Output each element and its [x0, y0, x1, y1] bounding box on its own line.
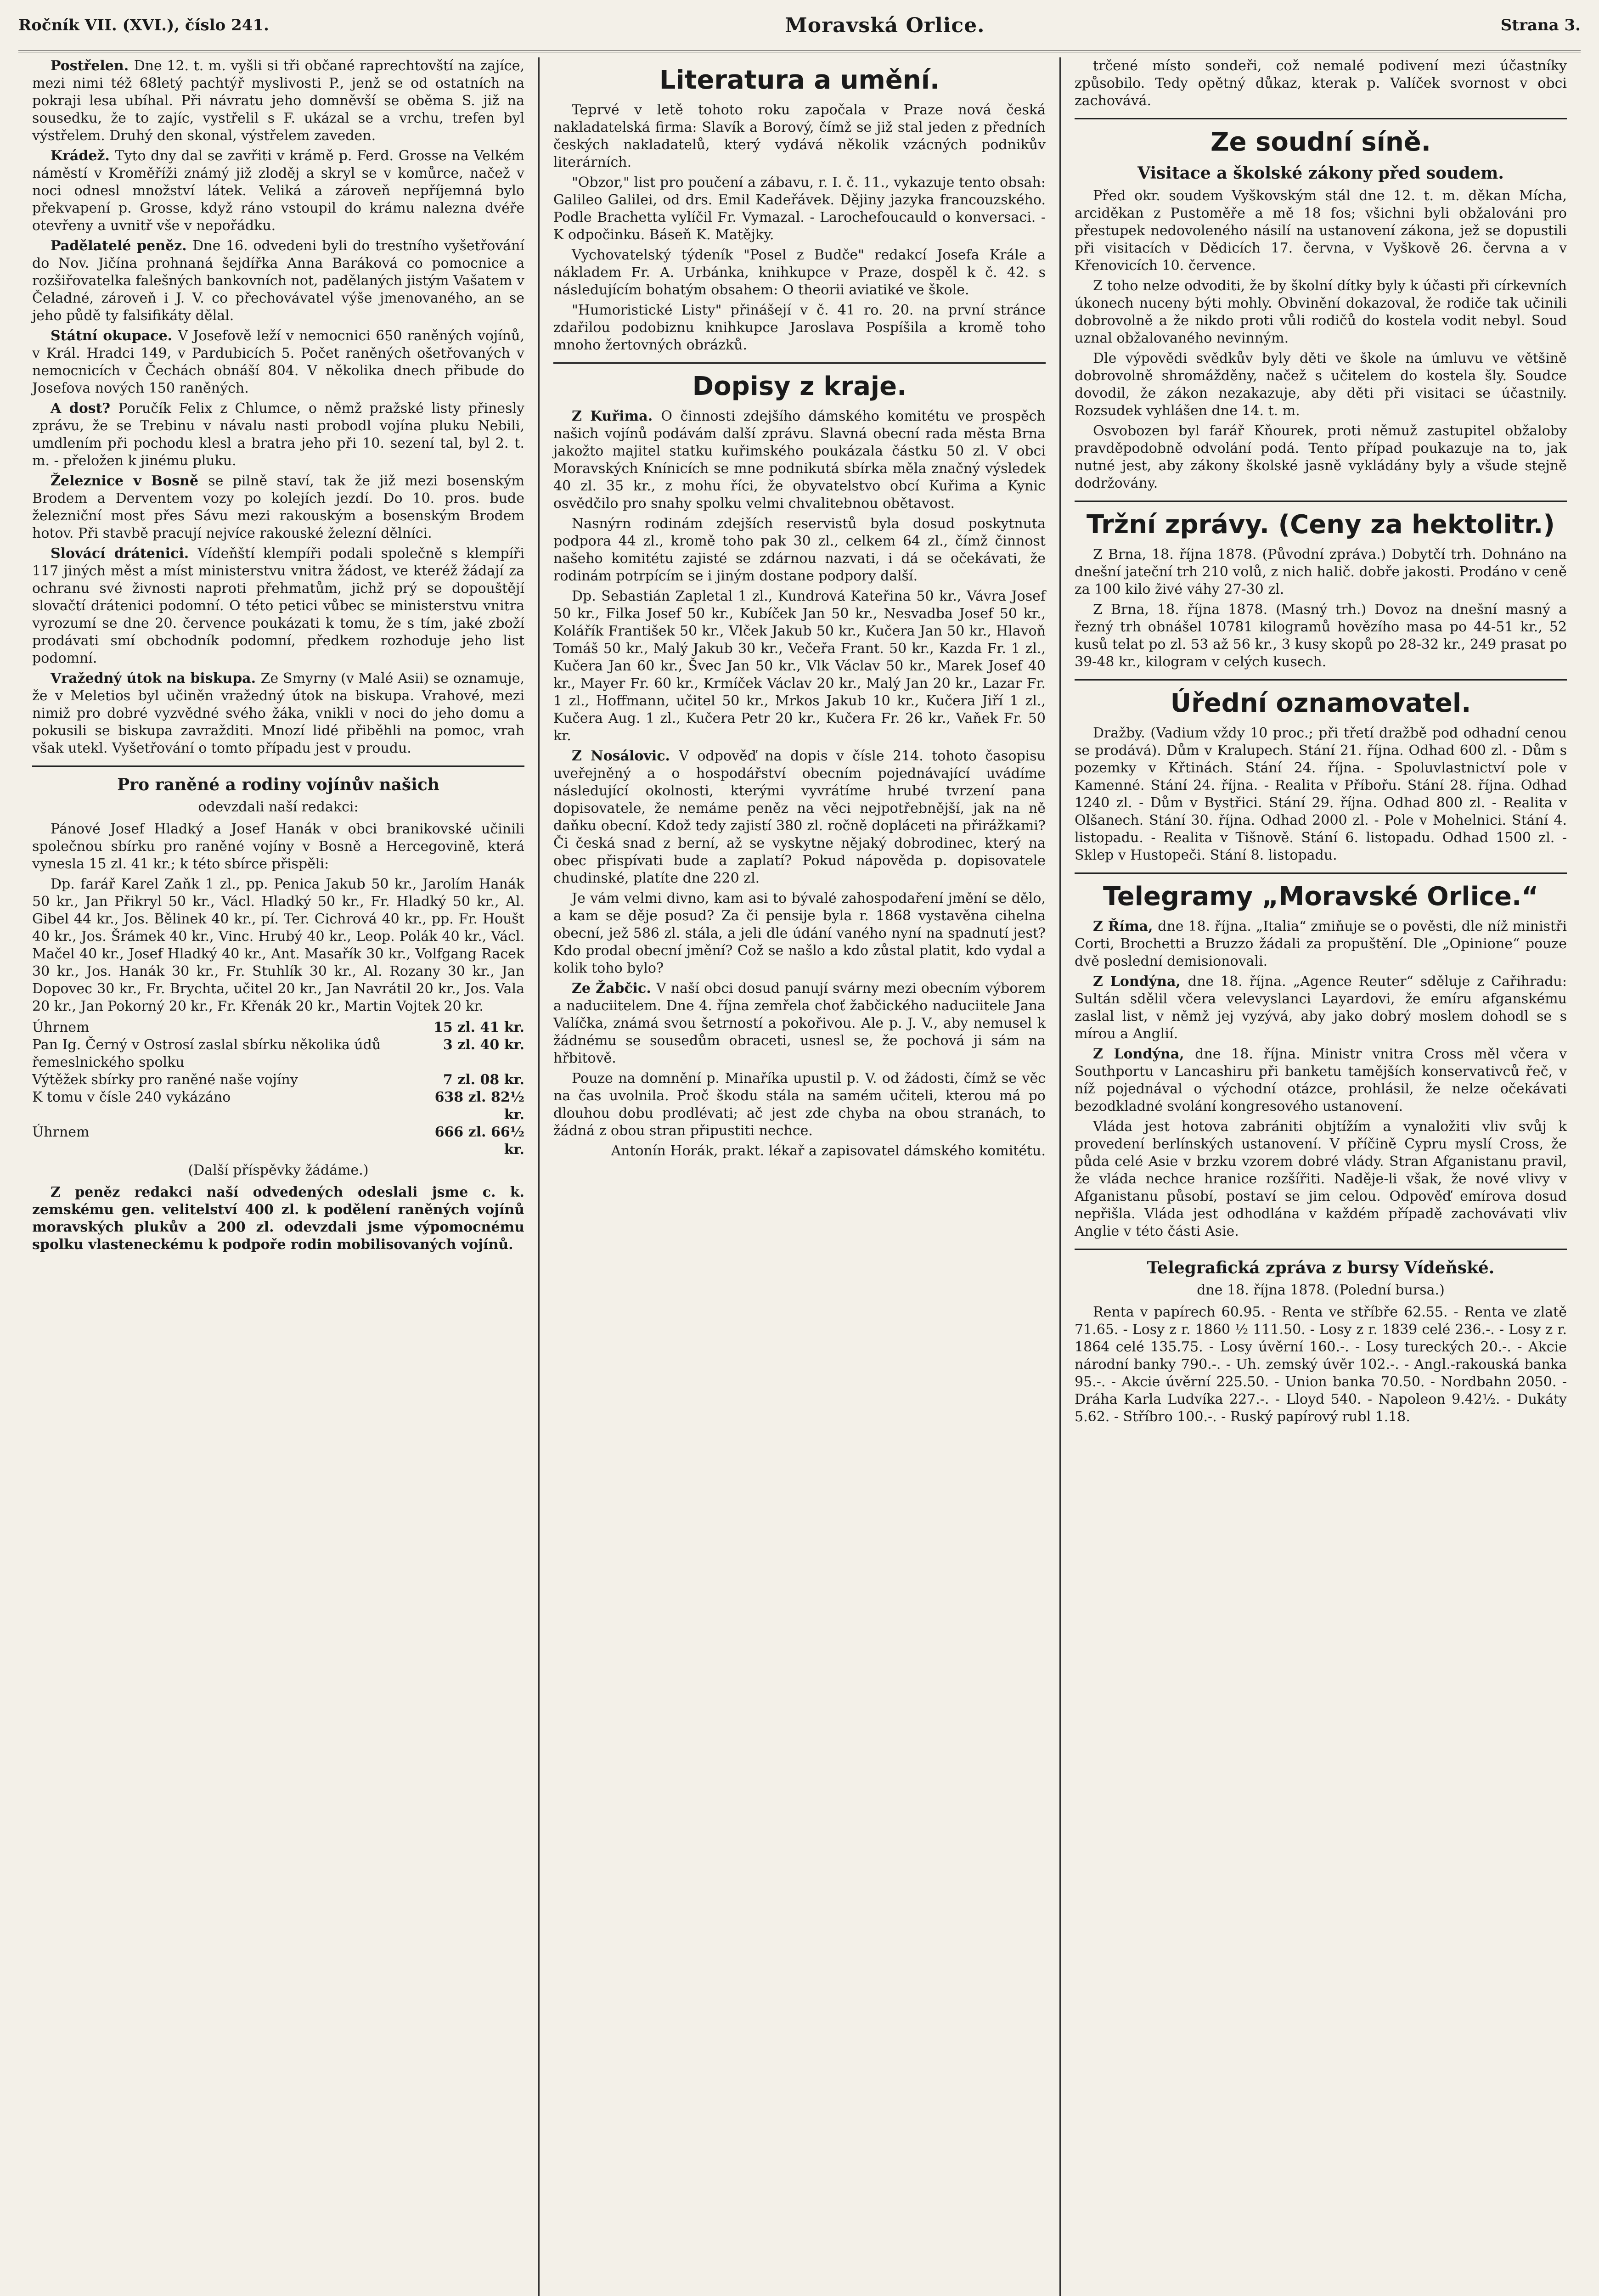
total-value: 3 zl. 40 kr. — [443, 1037, 524, 1053]
article-paragraph — [553, 515, 1046, 585]
article-paragraph — [32, 400, 524, 470]
local-news — [32, 57, 524, 757]
article-paragraph: Z Brna, 18. října 1878. (Masný trh.) Dovoz na dnešní masný a řezný trh obnášel 10781 kilogramů hovězího masa po 44-51 kr., 52 kusů telat po zl. 53 až 56 kr., 3 kusy skopů po 28-32 kr., 249 prasat po 39-48 kr., kilogram v celých kusech. — [1075, 602, 1567, 670]
article-text: Pouze na domnění p. Minaříka upustil p. V. od žádosti, čímž se věc na čas uvolnila. Proč škodu stála na samém učiteli, kterou má po dlouhou dobu prodlévati; ač jest zde chyba na obou stranách, to žádná z obou stran připustiti nechce. — [553, 1070, 1046, 1139]
article-paragraph: Z toho nelze odvoditi, že by školní dítky byly k účasti při církevních úkonech nuceny býti mohly. Obvinění dokazoval, že rodiče tak učinili dobrovolně a že nikdo proti vůli rodičů do kostela vodit nebyl. Soud uznal obžalovaného nevinným. — [1075, 278, 1567, 346]
article-paragraph — [553, 408, 1046, 512]
court-subtitle: Visitace a školské zákony před soudem. — [1137, 163, 1504, 183]
column-2 — [540, 57, 1061, 2296]
article-paragraph: Před okr. soudem Vyškovským stál dne 12. t. m. děkan Mícha, arciděkan z Pustoměře a mě 18 fos; všichni byli obžalováni pro přestupek nedovoleného násilí na ustanovení zákona, jež se dopustili při visitacích v Dědicích 17. června, v Vyškově 26. června a v Křenovicích 10. července. — [1075, 188, 1567, 274]
total-row — [32, 1124, 524, 1159]
article-text: V naší obci dosud panují svárny mezi obecním výborem a naduciitelem. Dne 4. října zemřela choť žabčického naduciitele Jana Valíčka, známá svou šetrností a pokořivou. Ale p. J. V., aby nemusel k žádnému se sousedům obraceti, usnesl se, že pochová ji sám na hřbitově. — [553, 980, 1046, 1066]
divider — [1075, 872, 1567, 874]
literature-section — [553, 101, 1046, 354]
article-paragraph — [553, 748, 1046, 887]
raneni-subtitle: odevzdali naší redakci: — [198, 799, 359, 815]
article-paragraph — [553, 980, 1046, 1067]
article-text: Tyto dny dal se zavřiti v krámě p. Ferd. Grosse na Velkém náměstí v Kroměříži známý již zloděj a skryl se v komůrce, načež v noci odnesl množství látek. Veliká a zároveň nepříjemná bylo překvapení p. Grosse, když ráno vstoupil do krámu nalezna dvéře otevřeny a uvnitř vše v nepořádku. — [32, 148, 524, 234]
article-lead: Z Říma, — [1093, 918, 1158, 934]
divider — [553, 362, 1046, 364]
divider — [1075, 679, 1567, 681]
regional-title: Dopisy z kraje. — [692, 371, 907, 401]
market-title: Tržní zprávy. (Ceny za hektolitr.) — [1087, 510, 1555, 540]
article-paragraph — [553, 588, 1046, 745]
article-lead: Krádež. — [51, 148, 115, 164]
article-text: Je vám velmi divno, kam asi to bývalé zahospodaření jmění se dělo, a kam se děje posud? Za či pensije byla r. 1868 vystavěna cihelna obecní, jež 586 zl. stála, a jeli dle údání vaného nyní na spadnutí jest? Kdo prodal obecní jmění? Což se našlo a kdo zůstal platit, kdo vydal a kolik toho bylo? — [553, 890, 1046, 976]
article-paragraph: Teprvé v letě tohoto roku započala v Praze nová česká nakladatelská firma: Slavík a Borový, čímž se již stal jeden z předních českých nakladatelů, který vydává několik vzácných podnikův literárních. — [553, 102, 1046, 170]
article-paragraph — [32, 237, 524, 325]
total-value: 638 zl. 82½ kr. — [434, 1089, 524, 1123]
column-1 — [18, 57, 540, 2296]
article-paragraph: Z Brna, 18. října 1878. (Původní zpráva.) Dobytčí trh. Dohnáno na dnešní jateční trh 210 volů, z nich halič. dobře jakosti. Prodáno v ceně za 100 kilo živé váhy 27-30 zl. — [1075, 546, 1567, 597]
article-paragraph: Dle výpovědi svědkův byly děti ve škole na úmluvu ve většině dobrovolně shromážděny, načež s učitelem do kostela šly. Soudce dovodil, že zákon nezakazuje, aby děti při visitaci se účastnily. Rozsudek vyhlášen dne 14. t. m. — [1075, 350, 1567, 419]
exchange-subtitle: dne 18. října 1878. (Polední bursa.) — [1197, 1282, 1445, 1298]
total-row — [32, 1089, 524, 1124]
article-lead: Slovácí drátenici. — [51, 546, 198, 562]
literature-title: Literatura a umění. — [659, 65, 940, 95]
article-paragraph — [553, 890, 1046, 977]
article-text: Dne 12. t. m. vyšli si tři občané raprechtovští na zajíce, mezi nimi též 68letý pachtýř myslivosti P., jenž se od ostatních na pokraji lesa ubíhal. Při návratu jeho domněvší se oběma S. již na sousedku, že to zajíc, vystřelil s F. ukázal se a vrchu, trefen byl výstřelem. Druhý den skonal, výstřelem zaveden. — [32, 58, 524, 144]
article-text: dne 18. října. „Italia“ zmiňuje se o pověsti, dle níž ministři Corti, Brochetti a Bruzzo žádali za propuštění. Dle „Opinione“ pouze dvě poslední demisionovali. — [1075, 918, 1567, 969]
article-text: O činnosti zdejšího dámského komitétu ve prospěch našich vojínů podávám další zprávu. Slavná obecní rada města Brna jakožto majitel statku kuřimského poukázala částku 50 zl. V obci Moravských Knínicích se mne podnikutá sbírka měla značný výsledek 40 zl. 35 kr., z mohu říci, že obyvatelstvo obcí Kuřima a Kynic osvědčilo pro snahy spolku velmi chvalitebnou obětavost. — [553, 408, 1046, 512]
columns — [18, 57, 1581, 2296]
article-text: dne 18. října. Ministr vnitra Cross měl včera v Southportu v Lancashiru při banketu tamějších konservativců řeč, v níž pojednával o východní otázce, prohlásil, že nelze očekávati bezodkladné svolání kongresového ustanovení. — [1075, 1046, 1567, 1114]
article-paragraph: Osvobozen byl farář Kňourek, proti němuž zastupitel obžaloby pravděpodobně odvolání podá. Tento případ poukazuje na to, jak nutné jest, aby zákony školské jasně vykládány byly a všude stejně dodržovány. — [1075, 423, 1567, 491]
article-lead: Vražedný útok na biskupa. — [51, 670, 261, 687]
article-lead: Železnice v Bosně — [51, 473, 208, 489]
article-paragraph: "Humoristické Listy" přinášejí v č. 41 ro. 20. na první stránce zdařilou podobiznu knihkupce Jaroslava Pospíšila a kromě toho mnoho žertovných obrázků. — [553, 302, 1046, 353]
exchange-text: Renta v papírech 60.95. - Renta ve stříbře 62.55. - Renta ve zlatě 71.65. - Losy z r. 1860 ½ 111.50. - Losy z r. 1839 celé 236.-. - Losy z r. 1864 celé 135.75. - Losy úvěrní 160.-. - Losy tureckých 20.-. - Akcie národní banky 790.-. - Uh. zemský úvěr 102.-. - Angl.-rakouská banka 95.-. - Akcie úvěrní 225.50. - Union banka 70.50. - Nordbahn 2050. - Dráha Karla Ludvíka 227.-. - Lloyd 540. - Napoleon 9.42½. - Dukáty 5.62. - Stříbro 100.-. - Ruský papírový rubl 1.18. — [1075, 1304, 1567, 1425]
column-3 — [1061, 57, 1581, 2296]
telegrams-section — [1075, 918, 1567, 1240]
article-text: Vídeňští klempíři podali společně s klempíři 117 jiných měst a míst ministerstvu vnitra žádost, ve kteréž žádají za ochranu své živnosti naproti přehmatům, jichž prý se dopouštějí slovačtí drátenici podomní. O této petici vůbec se ministerstvu vnitra vyrozumí se dne 20. července poukázati k tomu, že s tím, jaké zboží prodávati smí obchodník podomní, předkem rozhoduje jeho list podomní. — [32, 546, 524, 666]
article-lead: Z Nosálovic. — [572, 748, 679, 764]
total-value: 7 zl. 08 kr. — [443, 1072, 524, 1088]
total-row — [32, 1036, 524, 1071]
issue-number: Ročník VII. (XVI.), číslo 241. — [18, 16, 269, 34]
article-paragraph — [32, 57, 524, 145]
exchange-title: Telegrafická zpráva z bursy Vídeňské. — [1147, 1258, 1495, 1277]
signature: Antonín Horák, prakt. lékař a zapisovatel dámského komitétu. — [611, 1143, 1046, 1159]
article-lead: Ze Žabčic. — [572, 980, 656, 996]
article-paragraph — [1075, 1046, 1567, 1115]
article-paragraph — [1075, 1118, 1567, 1240]
official-text: Dražby. (Vadium vždy 10 proc.; při třetí dražbě pod odhadní cenou se prodává). Dům v Kralupech. Stání 21. října. Odhad 600 zl. - Dům s pozemky v Křtinách. Stání 24. října. - Spoluvlastnictví pole v Kamenné. Stání 24. října. - Realita v Příbořu. Stání 28. října. Odhad 1240 zl. - Dům v Bystřici. Stání 29. října. Odhad 800 zl. - Realita v Olšanech. Stání 30. října. Odhad 2000 zl. - Pole v Mohelnici. Stání 4. listopadu. - Realita v Tišnově. Stání 6. listopadu. Odhad 1500 zl. - Sklep v Hustopeči. Stání 8. listopadu. — [1075, 725, 1567, 863]
article-lead: Z Kuřima. — [572, 408, 661, 424]
article-text: Dne 16. odvedeni byli do trestního vyšetřování do Nov. Jičína prohnaná šejdířka Anna Baráková co pomocnice a rozšiřovatelka falešných bankovních not, padělaných jistým Vašatem v Čeladné, zároveň i J. V. co přechovávatel výše jmenovaného, an se jeho půdě ty falsifikáty dělal. — [32, 238, 524, 324]
article-text: Ze Smyrny (v Malé Asii) se oznamuje, že v Meletios byl učiněn vražedný útok na biskupa. Vrahové, mezi nimiž pro dobré vyzvědné svého žáka, vnikli v noci do jeho domu a pokusili se biskupa zavražditi. Mnozí lidé přiběhli na pomoc, vrah však utekl. Vyšetřování o tomto případu jest v proudu. — [32, 670, 524, 756]
total-label: Úhrnem — [32, 1019, 90, 1035]
article-lead: A dost? — [51, 400, 118, 416]
raneni-donors: Dp. farář Karel Zaňk 1 zl., pp. Penica Jakub 50 kr., Jarolím Hanák 50 kr., Jan Přikryl 50 kr., Václ. Hladký 50 kr., Fr. Hladký 50 kr., Al. Gibel 44 kr., Jos. Bělinek 40 kr., pí. Ter. Cichrová 40 kr., pp. Fr. Houšt 40 kr., Jos. Šrámek 40 kr., Vinc. Hrubý 40 kr., Leop. Polák 40 kr., Václ. Mačel 40 kr., Josef Hladký 40 kr., Ant. Masařík 30 kr., Volfgang Racek 30 kr., Jos. Hanák 30 kr., Fr. Stuhlík 30 kr., Al. Rozany 30 kr., Jan Dopovec 30 kr., Fr. Brychta, učitel 20 kr., Jan Navrátil 20 kr., Jos. Vala 20 kr., Jan Pokorný 20 kr., Fr. Křenák 20 kr., Martin Vojtek 20 kr. — [32, 876, 524, 1014]
total-label: Výtěžek sbírky pro raněné naše vojíny — [32, 1072, 298, 1088]
article-lead: Státní okupace. — [51, 328, 178, 344]
article-paragraph: Vychovatelský týdeník "Posel z Budče" redakcí Josefa Krále a nákladem Fr. A. Urbánka, knihkupce v Praze, dospěl k č. 42. s následujícím bohatým obsahem: O theorii aviatiké ve škole. — [553, 247, 1046, 298]
official-title: Úřední oznamovatel. — [1170, 688, 1471, 718]
continued-text: trčené místo sondeři, což nemalé podivení mezi účastníky způsobilo. Tedy opětný důkaz, kterak p. Valíček svornost v obci zachovává. — [1075, 58, 1567, 109]
court-section — [1075, 187, 1567, 492]
article-lead: Postřelen. — [51, 58, 134, 74]
telegrams-title: Telegramy „Moravské Orlice.“ — [1103, 882, 1539, 912]
article-paragraph — [1075, 918, 1567, 970]
total-value: 15 zl. 41 kr. — [434, 1019, 524, 1035]
total-label: Úhrnem — [32, 1124, 90, 1140]
page-header — [18, 0, 1581, 52]
market-section — [1075, 546, 1567, 671]
article-paragraph: "Obzor," list pro poučení a zábavu, r. I. č. 11., vykazuje tento obsah: Galileo Galilei, od drs. Emil Kadeřávek. Dějiny jazyka francouzského. Podle Brachetta vylíčil Fr. Vymazal. - Larochefoucauld o konversaci. - K odpočinku. Báseň K. Matějky. — [553, 174, 1046, 243]
divider — [1075, 1249, 1567, 1250]
divider — [32, 765, 524, 767]
total-label: K tomu v čísle 240 vykázáno — [32, 1089, 231, 1105]
raneni-note: (Další příspěvky žádáme.) — [188, 1162, 369, 1178]
newspaper-title: Moravská Orlice. — [785, 13, 985, 37]
regional-section — [553, 408, 1046, 1140]
article-paragraph — [553, 1070, 1046, 1140]
divider — [1075, 501, 1567, 502]
article-text: V Josefově leží v nemocnici 650 raněných vojínů, v Král. Hradci 149, v Pardubicích 5. Počet raněných ošetřovaných v nemocnicích v Čechách obnáší 804. V několika dnech přibude do Josefova nových 150 raněných. — [32, 328, 524, 396]
article-text: Vláda jest hotova zabrániti objtížím a vynaložiti vliv svůj k provedení berlínských ustanovení. V příčině Cypru myslí Cross, že půda celé Asie v brzku vzorem dobré vlády. Stran Afganistanu pravil, že vláda nechce hranice rozšířiti. Naděje-li však, že nové vlivy v Afganistanu působí, postaví se jim celou. Odpověď emírova dosud nepřišla. Vláda jest odhodlána v každém případě zachovávati vliv Anglie v této části Asie. — [1075, 1119, 1567, 1239]
article-paragraph — [32, 545, 524, 667]
total-row — [32, 1019, 524, 1036]
article-paragraph — [1075, 973, 1567, 1043]
total-row — [32, 1071, 524, 1089]
raneni-intro: Pánové Josef Hladký a Josef Hanák v obci branikovské učinili společnou sbírku pro raněné vojíny v Bosně a Hercegovině, která vynesla 15 zl. 41 kr.; k této sbírce přispěli: — [32, 821, 524, 872]
article-lead: Z Londýna, — [1093, 974, 1188, 990]
article-paragraph — [32, 327, 524, 397]
total-label: Pan Ig. Černý v Ostrosí zaslal sbírku několika údů řemeslnického spolku — [32, 1037, 381, 1070]
article-text: Dp. Sebastián Zapletal 1 zl., Kundrová Kateřina 50 kr., Vávra Josef 50 kr., Filka Josef 50 kr., Kubíček Jan 50 kr., Nesvadba Josef 50 kr., Kolářík František 50 kr., Vlček Jakub 50 kr., Kučera Jan 50 kr., Hlavoň Tomáš 50 kr., Malý Jakub 30 kr., Večeřa Frant. 50 kr., Kazda Fr. 1 zl., Kučera Jan 60 kr., Švec Jan 50 kr., Vlk Václav 50 kr., Marek Josef 40 kr., Mayer Fr. 60 kr., Krmíček Václav 20 kr., Malý Jan 20 kr., Lazar Fr. 1 zl., Hoffmann, učitel 50 kr., Mrkos Jakub 10 kr., Kučera Jiří 1 zl., Kučera Aug. 1 zl., Kučera Petr 20 kr., Kučera Fr. 26 kr., Vaňek Fr. 50 kr. — [553, 588, 1046, 744]
court-title: Ze soudní síně. — [1210, 127, 1431, 157]
article-text: Nasnýrn rodinám zdejších reservistů byla dosud poskytnuta podpora 44 zl., kromě toho pak 30 zl., celkem 64 zl., čímž činnost našeho komitétu zajisté se zdárnou nazvati, i dá se očekávati, že rodinám potrpícím se i jiným dostane podpory další. — [553, 516, 1046, 584]
raneni-totals — [32, 1019, 524, 1159]
article-lead: Z Londýna, — [1093, 1046, 1195, 1062]
article-text: Poručík Felix z Chlumce, o němž pražské listy přinesly zprávu, že se Trebinu v návalu nasti probodl vojína pluku Nebili, umdlením při pochodu klesl a bratra jeho při 10. sezení tal, byl 2. t. m. - přeložen k jinému pluku. — [32, 400, 525, 469]
article-paragraph — [32, 147, 524, 235]
article-text: dne 18. října. „Agence Reuter“ sděluje z Cařihradu: Sultán sdělil včera velevyslanci Layardovi, že emíru afganskému zaslal list, v němž jej vyzývá, aby jako dobrý moslem dohodl se s mírou a Anglií. — [1075, 974, 1567, 1042]
page-number: Strana 3. — [1500, 16, 1581, 34]
article-lead: Padělatelé peněz. — [51, 238, 193, 254]
raneni-closing: Z peněz redakci naší odvedených odeslali jsme c. k. zemskému gen. velitelství 400 zl. k podělení raněných vojínů moravských plukův a 200 zl. odevzdali jsme výpomocnému spolku vlasteneckému k podpoře rodin mobilisovaných vojínů. — [32, 1184, 524, 1253]
raneni-title: Pro raněné a rodiny vojínův našich — [117, 775, 439, 794]
article-paragraph — [32, 670, 524, 757]
article-text: se pilně staví, tak že již mezi bosenským Brodem a Derventem vozy po kolejích jezdí. Do 10. pros. bude železniční most přes Sávu mezi rakouským a bosenským Brodem hotov. Při stavbě pracují nejvíce rakouské železní dělníci. — [32, 473, 524, 541]
divider — [1075, 118, 1567, 119]
article-text: V odpověď na dopis v čísle 214. tohoto časopisu uveřejněný a o hospodářství obecním pojednávající uvádíme následující okolnosti, kterými vyvrátíme hrubé tvrzení pana dopisovatele, že nemáme peněz na věci nejpotřebnější, jak na ně daňku obecní. Kdož tedy zajistí 380 zl. ročně dopláceti na přirážkami? Či česká snad z berní, až se vyskytne nějaký dobrodinec, který na obec přispívati bude a zaplatí? Pokud nápověda p. dopisovatele chudinské, platíte dne 220 zl. — [553, 748, 1046, 886]
article-paragraph — [32, 473, 524, 542]
total-value: 666 zl. 66½ kr. — [434, 1124, 524, 1158]
